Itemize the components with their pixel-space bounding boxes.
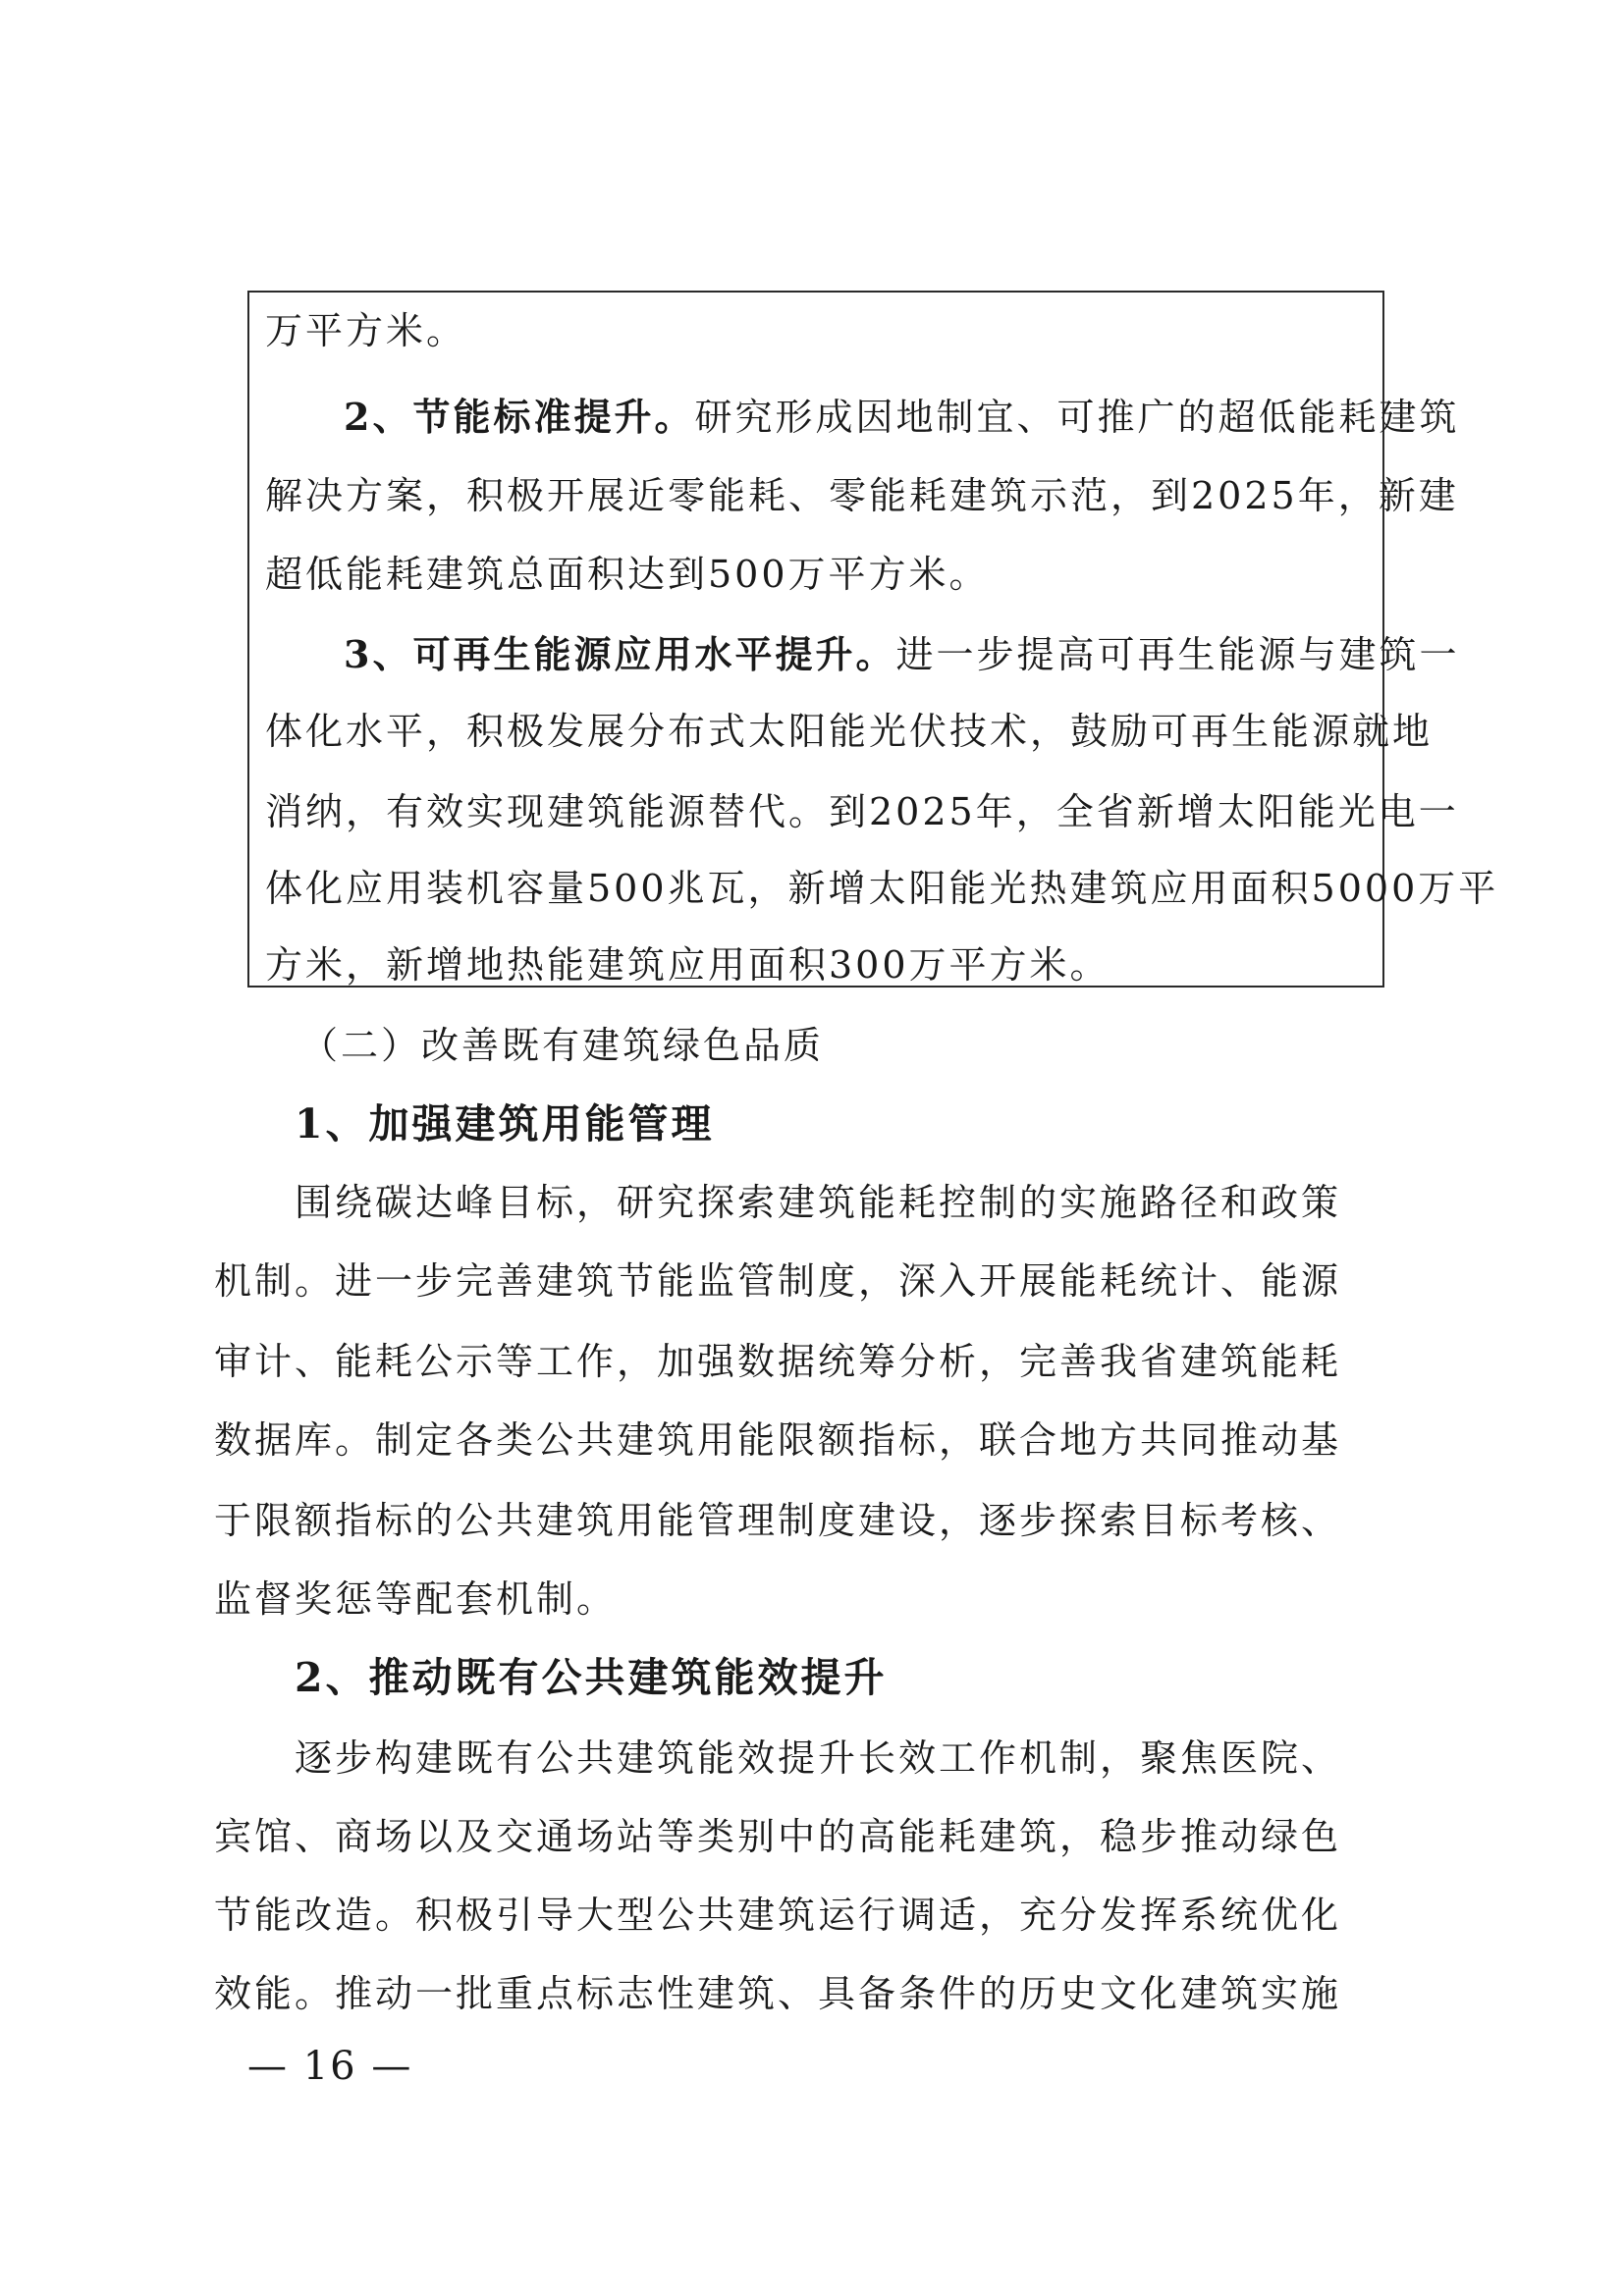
sub-1-line-6: 监督奖惩等配套机制。 — [214, 1577, 618, 1621]
box-item-3-line-3: 消纳，有效实现建筑能源替代。到2025年，全省新增太阳能光电一 — [265, 790, 1459, 833]
sub-1-line-2: 机制。进一步完善建筑节能监管制度，深入开展能耗统计、能源 — [214, 1259, 1342, 1303]
box-item-3-line-4: 体化应用装机容量500兆瓦，新增太阳能光热建筑应用面积5000万平 — [265, 867, 1499, 910]
sub-1-line-5: 于限额指标的公共建筑用能管理制度建设，逐步探索目标考核、 — [214, 1499, 1342, 1542]
box-line-1: 万平方米。 — [265, 309, 467, 352]
sub-2-line-4: 效能。推动一批重点标志性建筑、具备条件的历史文化建筑实施 — [214, 1972, 1342, 2015]
box-item-2-line-2: 解决方案，积极开展近零能耗、零能耗建筑示范，到2025年，新建 — [265, 474, 1459, 517]
box-item-3-heading: 3、可再生能源应用水平提升。 — [344, 632, 896, 676]
sub-1-line-4: 数据库。制定各类公共建筑用能限额指标，联合地方共同推动基 — [214, 1418, 1342, 1462]
box-item-2-heading: 2、节能标准提升。 — [344, 395, 695, 439]
sub-2-line-1: 逐步构建既有公共建筑能效提升长效工作机制，聚焦医院、 — [295, 1736, 1342, 1780]
box-item-3-text: 进一步提高可再生能源与建筑一 — [895, 633, 1460, 676]
box-item-2-line-3: 超低能耗建筑总面积达到500万平方米。 — [265, 553, 990, 596]
sub-1-line-3: 审计、能耗公示等工作，加强数据统筹分析，完善我省建筑能耗 — [214, 1340, 1342, 1383]
page-number: — 16 — — [247, 2044, 413, 2089]
box-item-3-line-5: 方米，新增地热能建筑应用面积300万平方米。 — [265, 943, 1110, 987]
sub-2-line-2: 宾馆、商场以及交通场站等类别中的高能耗建筑，稳步推动绿色 — [214, 1815, 1342, 1858]
sub-2-line-3: 节能改造。积极引导大型公共建筑运行调适，充分发挥系统优化 — [214, 1894, 1342, 1937]
box-item-3-line-2: 体化水平，积极发展分布式太阳能光伏技术，鼓励可再生能源就地 — [265, 710, 1434, 753]
box-item-3-line-1 — [344, 630, 1459, 679]
section-title: （二）改善既有建筑绿色品质 — [300, 1024, 825, 1067]
box-item-2-line-1 — [344, 393, 1459, 442]
sub-1-line-1: 围绕碳达峰目标，研究探索建筑能耗控制的实施路径和政策 — [295, 1181, 1342, 1224]
sub-2-heading: 2、推动既有公共建筑能效提升 — [295, 1654, 888, 1701]
sub-1-heading: 1、加强建筑用能管理 — [295, 1100, 715, 1148]
box-item-2-text: 研究形成因地制宜、可推广的超低能耗建筑 — [694, 396, 1460, 439]
